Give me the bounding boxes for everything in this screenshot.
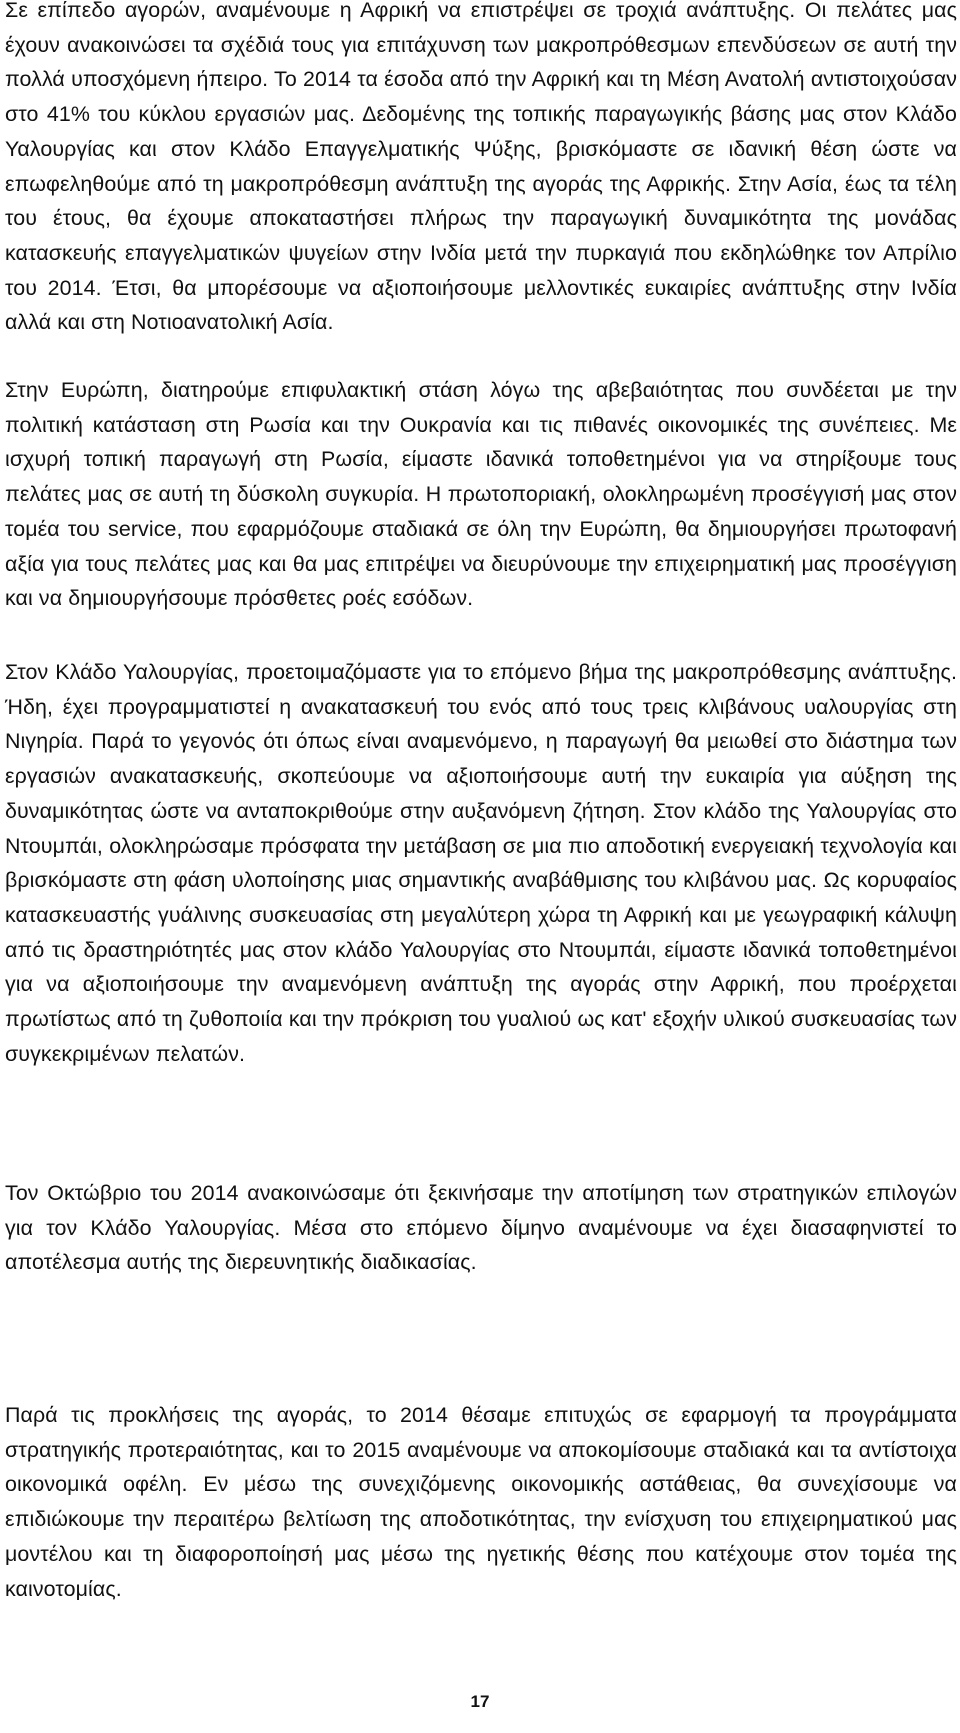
paragraph-glass-division: Στον Κλάδο Υαλουργίας, προετοιμαζόμαστε για το επόμενο βήμα της μακροπρόθεσμης ανάπτυξης. Ήδη, έχει προγραμματιστεί η ανακατασκευή του ενός από τους τρεις κλιβάνους υαλουργίας στη Νιγηρία. Παρά το γεγονός ότι όπως είναι αναμενόμενο, η παραγωγή θα μειωθεί στο διάστημα των εργασιών ανακατασκευής, σκοπεύουμε να αξιοποιήσουμε αυτή την ευκαιρία για αύξηση της δυναμικότητας ώστε να ανταποκριθούμε στην αυξανόμενη ζήτηση. Στον κλάδο της Υαλουργίας στο Ντουμπάι, ολοκληρώσαμε πρόσφατα την μετάβαση σε μια πιο αποδοτική ενεργειακή τεχνολογία και βρισκόμαστε στη φάση υλοποίησης μιας σημαντικής αναβάθμισης του κλιβάνου μας. Ως κορυφαίος κατασκευαστής γυάλινης συσκευασίας στη μεγαλύτερη χώρα τη Αφρική και με γεωγραφική κάλυψη από τις δραστηριότητές μας στον κλάδο Υαλουργίας στο Ντουμπάι, είμαστε ιδανικά τοποθετημένοι για να αξιοποιήσουμε την αναμενόμενη ανάπτυξη της αγοράς στην Αφρική, που προέρχεται πρωτίστως από τη ζυθοποιία και την πρόκριση του γυαλιού ως κατ' εξοχήν υλικού συσκευασίας των συγκεκριμένων πελατών. (5, 660, 957, 1066)
paragraph-outlook: Παρά τις προκλήσεις της αγοράς, το 2014 θέσαμε επιτυχώς σε εφαρμογή τα προγράμματα στρατηγικής προτεραιότητας, και το 2015 αναμένουμε να αποκομίσουμε σταδιακά και τα αντίστοιχα οικονομικά οφέλη. Εν μέσω της συνεχιζόμενης οικονομικής αστάθειας, θα συνεχίσουμε να επιδιώκουμε την περαιτέρω βελτίωση της αποδοτικότητας, την ενίσχυση του επιχειρηματικού μας μοντέλου και τη διαφοροποίησή μας μέσω της ηγετικής θέσης που κατέχουμε στον τομέα της καινοτομίας. (5, 1403, 957, 1601)
paragraph-africa-asia: Σε επίπεδο αγορών, αναμένουμε η Αφρική να επιστρέψει σε τροχιά ανάπτυξης. Οι πελάτες μας έχουν ανακοινώσει τα σχέδιά τους για επιτάχυνση των μακροπρόθεσμων επενδύσεων σε αυτή την πολλά υποσχόμενη ήπειρο. Το 2014 τα έσοδα από την Αφρική και τη Μέση Ανατολή αντιστοιχούσαν στο 41% του κύκλου εργασιών μας. Δεδομένης της τοπικής παραγωγικής βάσης μας στον Κλάδο Υαλουργίας και στον Κλάδο Επαγγελματικής Ψύξης, βρισκόμαστε σε ιδανική θέση ώστε να επωφεληθούμε από τη μακροπρόθεσμη ανάπτυξη της αγοράς της Αφρικής. Στην Ασία, έως τα τέλη του έτους, θα έχουμε αποκαταστήσει πλήρως την παραγωγική δυναμικότητα της μονάδας κατασκευής επαγγελματικών ψυγείων στην Ινδία μετά την πυρκαγιά που εκδηλώθηκε τον Απρίλιο του 2014. Έτσι, θα μπορέσουμε να αξιοποιήσουμε μελλοντικές ευκαιρίες ανάπτυξης στην Ινδία αλλά και στη Νοτιοανατολική Ασία. (5, 0, 957, 335)
paragraph-europe: Στην Ευρώπη, διατηρούμε επιφυλακτική στάση λόγω της αβεβαιότητας που συνδέεται με την πολιτική κατάσταση στη Ρωσία και την Ουκρανία και τις πιθανές οικονομικές της συνέπειες. Με ισχυρή τοπική παραγωγή στη Ρωσία, είμαστε ιδανικά τοποθετημένοι για να στηρίξουμε τους πελάτες μας σε αυτή τη δύσκολη συγκυρία. Η πρωτοποριακή, ολοκληρωμένη προσέγγισή μας στον τομέα του service, που εφαρμόζουμε σταδιακά σε όλη την Ευρώπη, θα δημιουργήσει πρωτοφανή αξία για τους πελάτες μας και θα μας επιτρέψει να διευρύνουμε την επιχειρηματική μας προσέγγιση και να δημιουργήσουμε πρόσθετες ροές εσόδων. (5, 378, 957, 611)
page-number: 17 (470, 1692, 490, 1711)
paragraph-strategic-options: Τον Οκτώβριο του 2014 ανακοινώσαμε ότι ξεκινήσαμε την αποτίμηση των στρατηγικών επιλογών για τον Κλάδο Υαλουργίας. Μέσα στο επόμενο δίμηνο αναμένουμε να έχει διασαφηνιστεί το αποτέλεσμα αυτής της διερευνητικής διαδικασίας. (5, 1181, 957, 1275)
